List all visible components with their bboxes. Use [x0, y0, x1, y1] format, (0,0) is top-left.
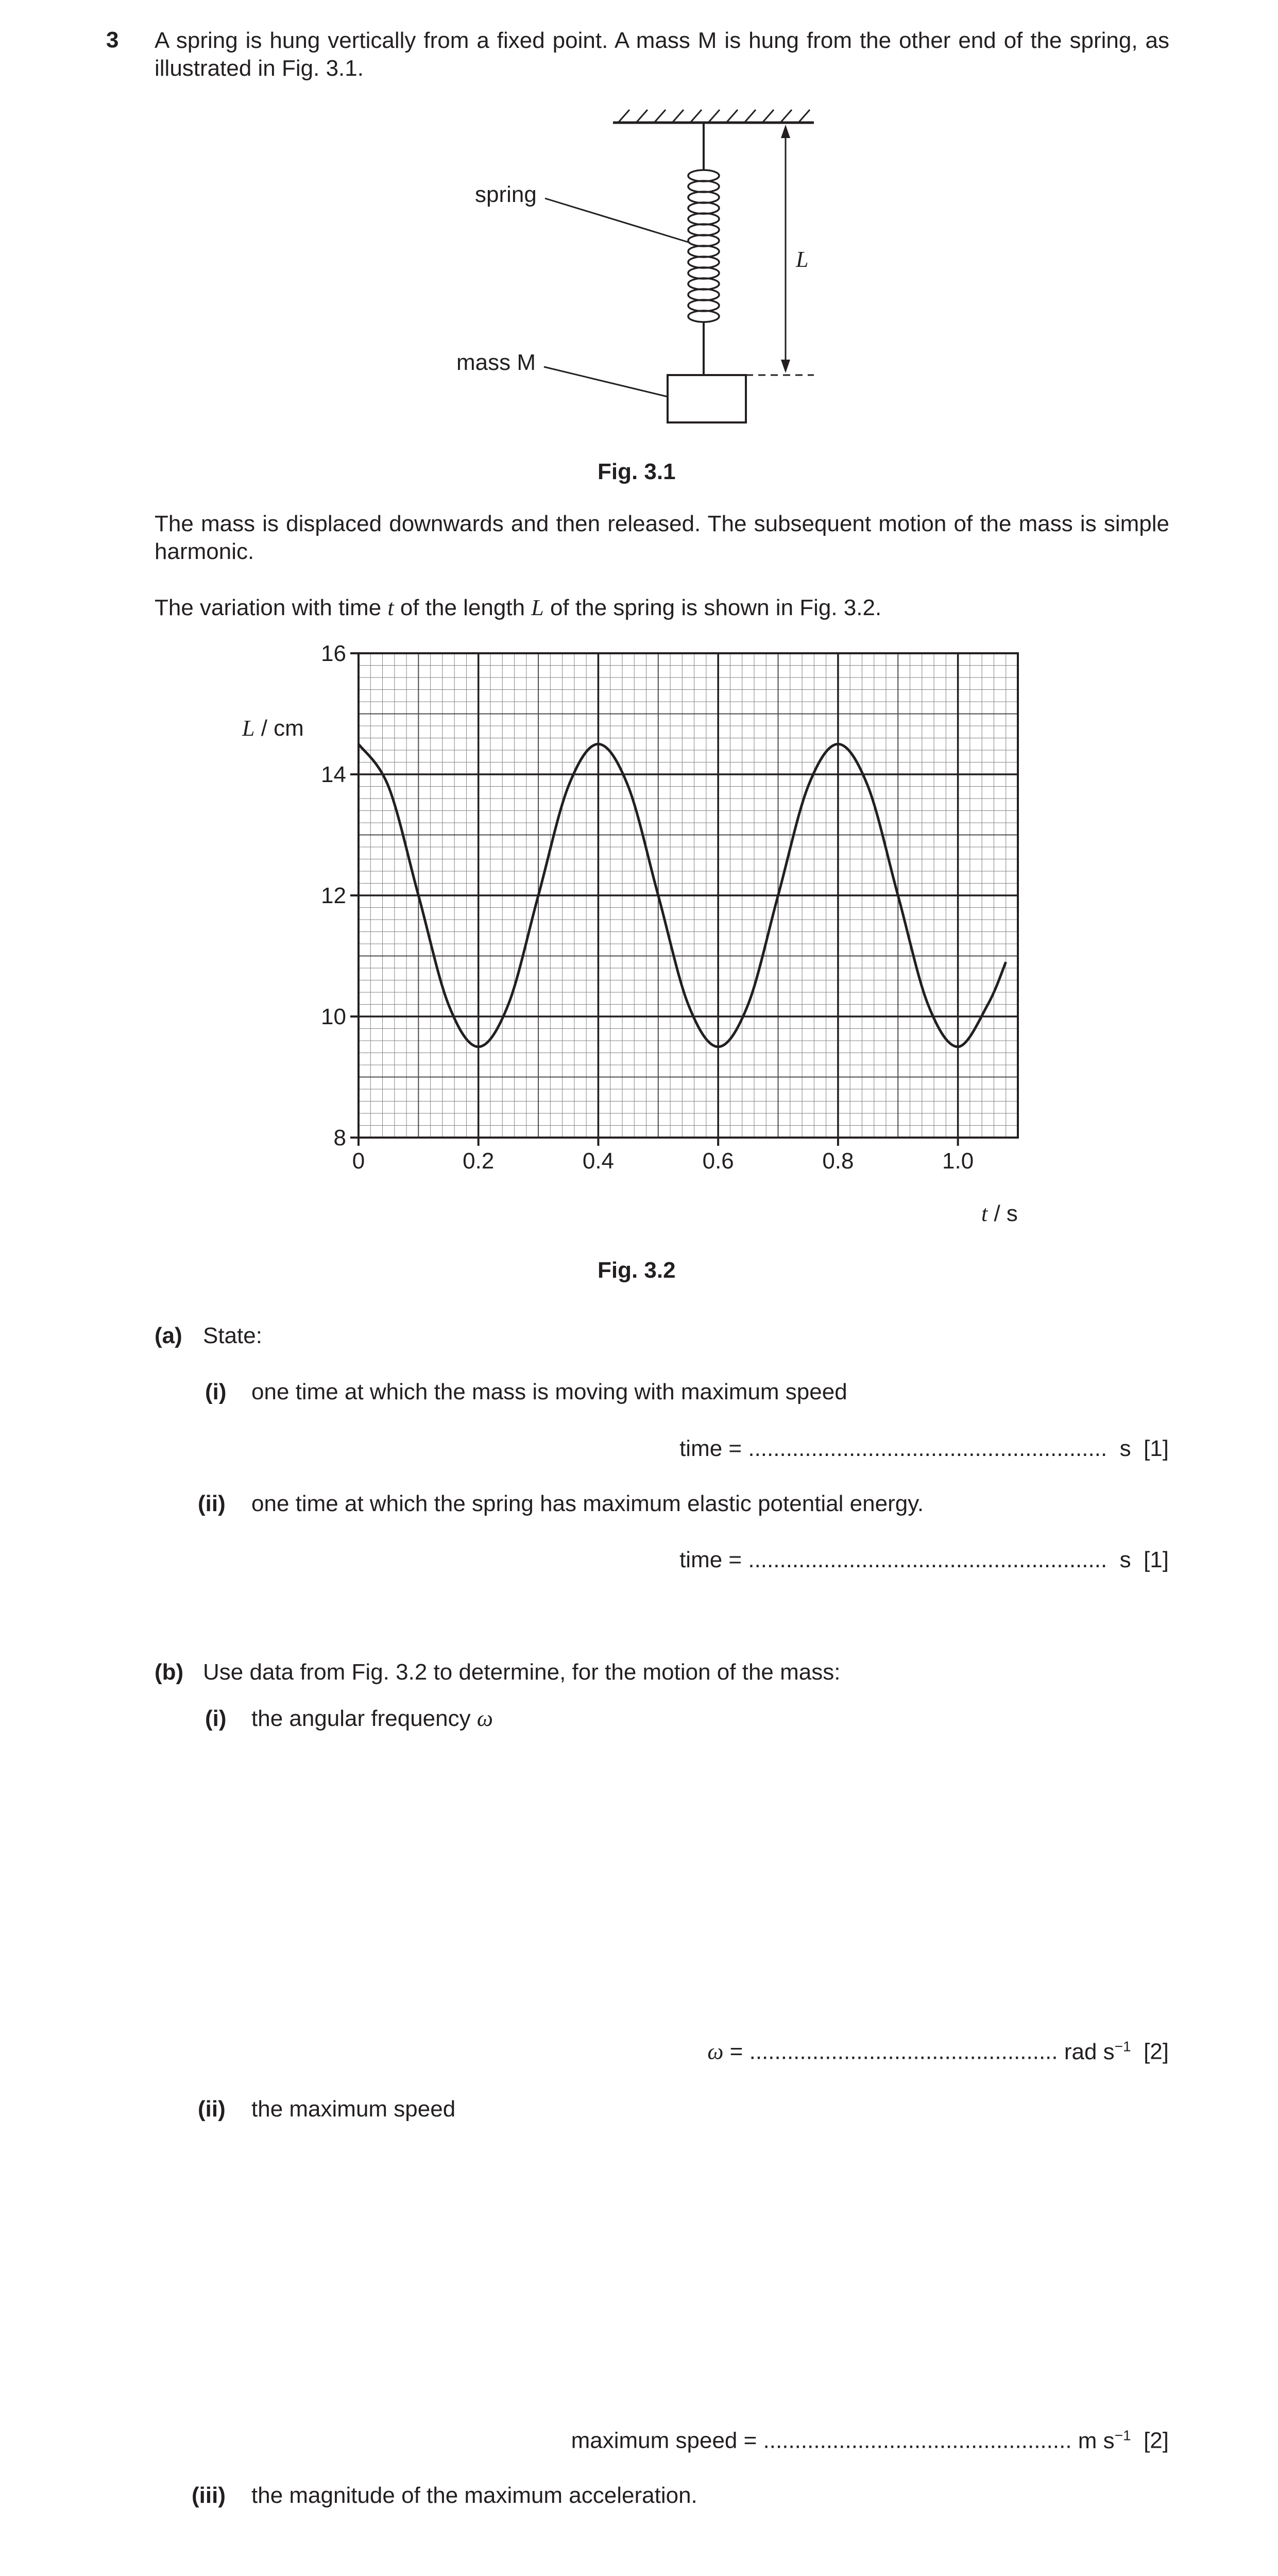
part-b-text: Use data from Fig. 3.2 to determine, for the motion of the mass: [203, 1659, 841, 1685]
part-b-label: (b) [155, 1659, 184, 1685]
part-b-iii-text: the magnitude of the maximum acceleration. [251, 2483, 697, 2508]
x-tick-label: 0 [352, 1148, 365, 1174]
part-b-ii-label: (ii) [198, 2096, 226, 2122]
y-axis-label: L / cm [242, 716, 304, 741]
fig31-caption: Fig. 3.1 [598, 459, 676, 484]
part-b-i-text: the angular frequency ω [251, 1706, 493, 1731]
y-tick-label: 14 [321, 762, 346, 787]
part-b-iii-label: (iii) [192, 2483, 226, 2508]
y-tick-label: 12 [321, 883, 346, 908]
part-b-i-answer: ω = ................................................. rad $s^{-1}$ [2] [707, 2038, 1169, 2064]
fig32-caption: Fig. 3.2 [598, 1258, 676, 1283]
x-tick-label: 0.6 [702, 1148, 734, 1174]
part-a-label: (a) [155, 1323, 182, 1348]
y-tick-label: 10 [321, 1004, 346, 1029]
x-tick-label: 0.4 [582, 1148, 615, 1174]
length-label: L [796, 247, 809, 272]
part-a-ii-answer: time = ......................................................... s [1] [679, 1547, 1169, 1572]
x-axis-label: t / s [981, 1201, 1018, 1226]
x-tick-label: 0.2 [463, 1148, 495, 1174]
part-b-ii-text: the maximum speed [251, 2096, 456, 2122]
mass-label: mass M [456, 350, 536, 375]
x-tick-label: 0.8 [822, 1148, 854, 1174]
y-tick-label: 16 [321, 641, 346, 666]
part-a-text: State: [203, 1323, 262, 1348]
part-a-i-label: (i) [205, 1379, 227, 1404]
question-number: 3 [106, 27, 119, 53]
part-b-ii-answer: maximum speed = ................................................. m $s^{-1}$ [2] [571, 2427, 1169, 2453]
paragraph-2: The mass is displaced downwards and then released. The subsequent motion of the mass is simple harmonic. [155, 511, 1169, 564]
part-a-i-text: one time at which the mass is moving with maximum speed [251, 1379, 847, 1404]
part-b-i-label: (i) [205, 1706, 227, 1731]
intro-text: A spring is hung vertically from a fixed point. A mass M is hung from the other end of the spring, as illustrated in Fig. 3.1. [155, 28, 1169, 81]
part-a-i-answer: time = ......................................................... s [1] [679, 1436, 1169, 1461]
y-tick-label: 8 [333, 1125, 346, 1150]
paragraph-3: The variation with time t of the length L of the spring is shown in Fig. 3.2. [155, 595, 882, 620]
part-a-ii-text: one time at which the spring has maximum elastic potential energy. [251, 1491, 924, 1516]
spring-label: spring [475, 182, 537, 207]
x-tick-label: 1.0 [942, 1148, 974, 1174]
part-a-ii-label: (ii) [198, 1491, 226, 1516]
